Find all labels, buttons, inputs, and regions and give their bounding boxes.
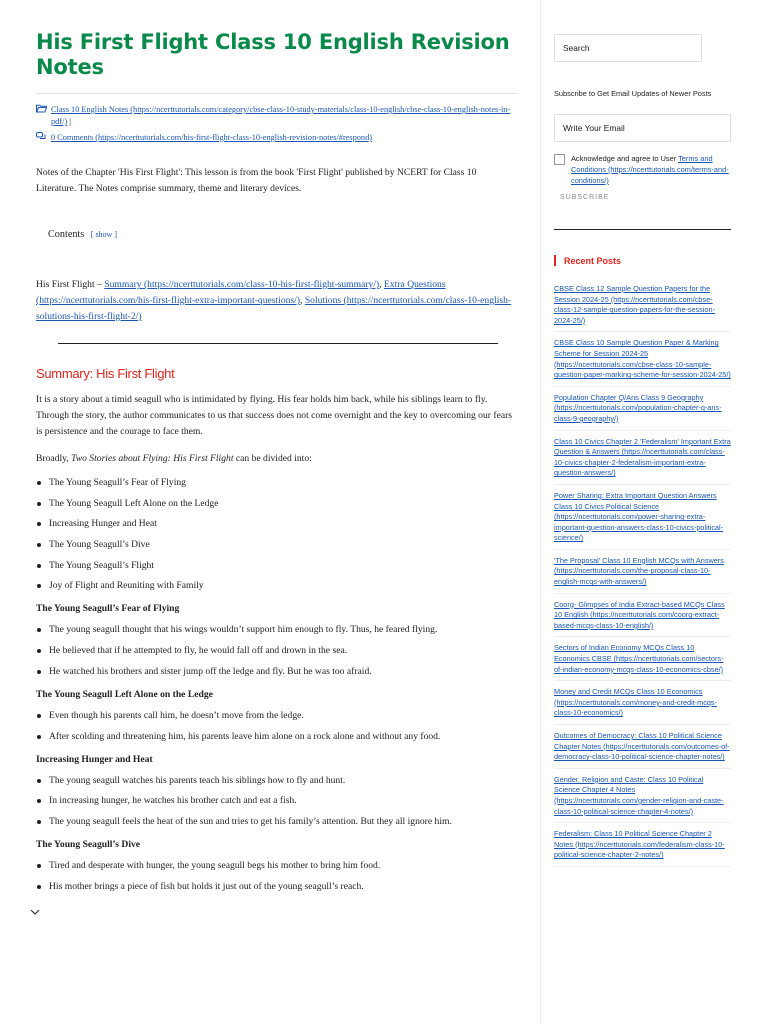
solutions-link[interactable]: Solutions (https://ncerttutorials.com/class-10-english-solutions-his-first-flight-2/) xyxy=(36,295,512,322)
search-input[interactable]: Search xyxy=(554,34,702,62)
section-list xyxy=(36,858,518,894)
list-item: His mother brings a piece of fish but holds it just out of the young seagull’s reach. xyxy=(36,879,518,894)
article xyxy=(36,30,518,899)
related-links-separator: , xyxy=(300,295,305,306)
sidebar-divider-line xyxy=(554,229,731,230)
broadly-paragraph xyxy=(36,451,518,467)
recent-posts-list xyxy=(554,284,731,867)
summary-link[interactable]: Summary (https://ncerttutorials.com/class-10-his-first-flight-summary/) xyxy=(104,279,380,290)
section-heading: The Young Seagull Left Alone on the Ledge xyxy=(36,688,213,700)
section-divider xyxy=(58,343,498,344)
list-item: The young seagull thought that his wings wouldn’t support him enough to fly. Thus, he feared flying. xyxy=(36,622,518,637)
list-item: Increasing Hunger and Heat xyxy=(36,516,518,531)
section-heading: Increasing Hunger and Heat xyxy=(36,753,153,765)
section-list xyxy=(36,622,518,678)
sidebar xyxy=(554,34,731,873)
list-item: Even though his parents call him, he doesn’t move from the ledge. xyxy=(36,708,518,723)
extra-questions-link[interactable]: Extra Questions (https://ncerttutorials.com/his-first-flight-extra-important-questions/) xyxy=(36,279,446,306)
recent-post-link[interactable]: Outcomes of Democracy: Class 10 Political Science Chapter Notes (https://ncerttutorials.com/outcomes-of-democracy-class-10-political-science-chapter-notes/) xyxy=(554,731,730,762)
related-links-separator: , xyxy=(379,279,385,290)
parts-list xyxy=(36,475,518,593)
contents-label: Contents xyxy=(48,229,85,240)
meta-separator: | xyxy=(69,117,71,126)
recent-post-link[interactable]: Gender, Religion and Caste: Class 10 Political Science Chapter 4 Notes (https://ncerttutorials.com/gender-religion-and-caste-class-10-political-science-chapter-4-notes/) xyxy=(554,774,724,816)
category-link[interactable]: Class 10 English Notes (https://ncerttutorials.com/category/cbse-class-10-study-materials/class-10-english/cbse-class-10-english-notes-in-pdf/) xyxy=(51,105,511,126)
summary-heading: Summary: His First Flight xyxy=(36,366,175,381)
list-item: Tired and desperate with hunger, the young seagull begs his mother to bring him food. xyxy=(36,858,518,873)
subscribe-button[interactable]: SUBSCRIBE xyxy=(560,194,610,201)
recent-post-link[interactable]: Power Sharing: Extra Important Question Answers Class 10 Civics Political Science (https://ncerttutorials.com/power-sharing-extra-important-question-answers-class-10-civics-political-science/) xyxy=(554,490,724,543)
subscribe-text: Subscribe to Get Email Updates of Newer Posts xyxy=(554,89,712,98)
recent-post-link[interactable]: 'The Proposal' Class 10 English MCQs with Answers (https://ncerttutorials.com/the-proposal-class-10-english-mcqs-with-answers/) xyxy=(554,555,724,587)
title-divider xyxy=(36,93,518,94)
list-item: He believed that if he attempted to fly, he would fall off and drown in the sea. xyxy=(36,643,518,658)
recent-post-link[interactable]: Sectors of Indian Economy MCQs Class 10 Economics CBSE (https://ncerttutorials.com/sectors-of-indian-economy-mcqs-class-10-economics-cbse/) xyxy=(554,643,724,674)
comments-link[interactable]: 0 Comments (https://ncerttutorials.com/his-first-flight-class-10-english-revision-notes/#respond) xyxy=(51,133,372,142)
recent-post-link[interactable]: Class 10 Civics Chapter 2 'Federalism' Important Extra Question & Answers (https://ncerttutorials.com/class-10-civics-chapter-2-federalism-important-extra-question-answers/) xyxy=(554,436,731,478)
folder-open-icon xyxy=(36,104,47,117)
broadly-prefix: Broadly, xyxy=(36,453,72,464)
list-item: The Young Seagull’s Flight xyxy=(36,558,518,573)
chevron-down-icon[interactable] xyxy=(30,908,40,919)
recent-post-link[interactable]: Money and Credit MCQs Class 10 Economics (https://ncerttutorials.com/money-and-credit-mcqs-class-10-economics/) xyxy=(554,687,718,718)
terms-agreement xyxy=(554,153,731,186)
broadly-suffix: can be divided into: xyxy=(233,453,312,464)
section-heading: The Young Seagull’s Dive xyxy=(36,838,141,850)
list-item: In increasing hunger, he watches his brother catch and eat a fish. xyxy=(36,793,518,808)
list-item: He watched his brothers and sister jump off the ledge and fly. But he was too afraid. xyxy=(36,664,518,679)
book-title: Two Stories about Flying: His First Flight xyxy=(71,453,234,464)
table-of-contents xyxy=(48,229,518,240)
section-list xyxy=(36,773,518,829)
recent-post-link[interactable]: Population Chapter Q/Ans Class 9 Geography (https://ncerttutorials.com/population-chapter-q-ans-class-9-geography/) xyxy=(554,392,722,423)
terms-link[interactable]: Terms and Conditions (https://ncerttutorials.com/terms-and-conditions/) xyxy=(571,154,729,185)
related-links xyxy=(36,277,518,325)
recent-posts-heading xyxy=(554,255,731,266)
recent-post-link[interactable]: Federalism: Class 10 Political Science Chapter 2 Notes (https://ncerttutorials.com/federalism-class-10-political-science-chapter-2-notes/) xyxy=(554,829,725,860)
list-item: After scolding and threatening him, his parents leave him alone on a rock alone and without any food. xyxy=(36,729,518,744)
contents-toggle[interactable]: [ show ] xyxy=(90,230,117,239)
list-item: The Young Seagull’s Fear of Flying xyxy=(36,475,518,490)
comments-icon xyxy=(36,132,47,145)
intro-paragraph: Notes of the Chapter 'His First Flight': This lesson is from the book 'First Flight' published by NCERT for Class 10 Literature. The Notes comprise summary, theme and literary devices. xyxy=(36,167,477,194)
list-item: The Young Seagull Left Alone on the Ledge xyxy=(36,496,518,511)
list-item: The young seagull watches his parents teach his siblings how to fly and hunt. xyxy=(36,773,518,788)
recent-posts-title: Recent Posts xyxy=(564,255,622,266)
summary-paragraph: It is a story about a timid seagull who is intimidated by flying. His fear holds him back, while his siblings learn to fly. Through the story, the author communicates to us that success does not come overnight and the key to overcoming our fears is persistence and the courage to face them. xyxy=(36,394,513,437)
email-field[interactable]: Write Your Email xyxy=(554,114,731,142)
list-item: The Young Seagull’s Dive xyxy=(36,537,518,552)
sidebar-divider xyxy=(540,0,541,1024)
section-list xyxy=(36,708,518,744)
recent-post-link[interactable]: CBSE Class 10 Sample Question Paper & Marking Scheme for Session 2024-25 (https://ncerttutorials.com/cbse-class-10-sample-question-paper-marking-scheme-for-session-2024-25/) xyxy=(554,338,731,380)
post-meta xyxy=(36,104,518,145)
section-heading: The Young Seagull’s Fear of Flying xyxy=(36,603,180,615)
heading-accent-bar xyxy=(554,255,556,266)
recent-post-link[interactable]: Coorg- Glimpses of India Extract-based MCQs Class 10 English (https://ncerttutorials.com/coorg-extract-based-mcqs-class-10-english/) xyxy=(554,599,725,630)
recent-post-link[interactable]: CBSE Class 12 Sample Question Papers for the Session 2024-25 (https://ncerttutorials.com/cbse-class-12-sample-question-papers-for-the-session-2024-25/) xyxy=(554,284,716,325)
list-item: The young seagull feels the heat of the sun and tries to get his family’s attention. But they all ignore him. xyxy=(36,814,518,829)
related-links-prefix: His First Flight – xyxy=(36,279,105,290)
list-item: Joy of Flight and Reuniting with Family xyxy=(36,578,518,593)
page-title: His First Flight Class 10 English Revision Notes xyxy=(36,30,510,79)
agree-text: Acknowledge and agree to User xyxy=(571,154,679,163)
agree-checkbox[interactable] xyxy=(554,154,565,165)
